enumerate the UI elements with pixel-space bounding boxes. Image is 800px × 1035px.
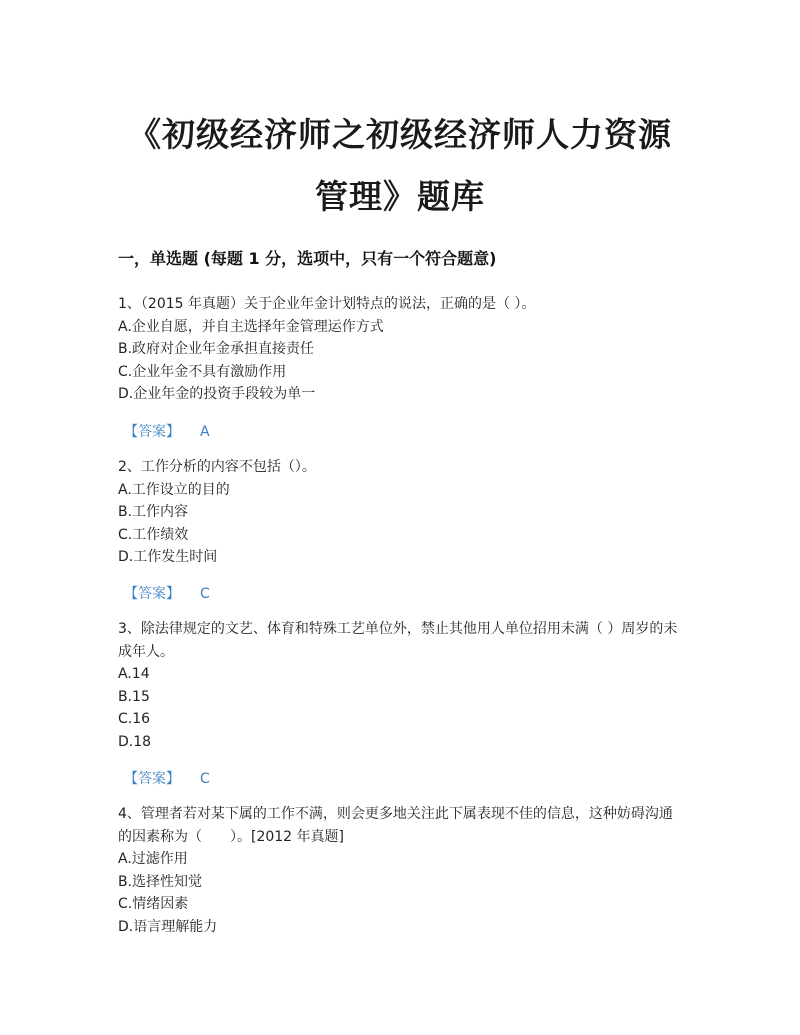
question-4 [118, 803, 684, 938]
option-b: B.政府对企业年金承担直接责任 [118, 341, 315, 357]
question-stem: 3、除法律规定的文艺、体育和特殊工艺单位外，禁止其他用人单位招用未满（ ）周岁的未成年人。 [118, 621, 678, 660]
answer-3 [124, 768, 210, 788]
option-c: C.企业年金不具有激励作用 [118, 363, 287, 380]
document-title [100, 104, 700, 228]
question-2 [118, 456, 684, 569]
answer-2 [124, 583, 210, 603]
section-heading: 一，单选题 (每题 1 分，选项中，只有一个符合题意) [118, 249, 497, 268]
answer-label: 【答案】 [124, 424, 180, 440]
question-stem: 2、工作分析的内容不包括（）。 [118, 459, 316, 475]
question-3 [118, 618, 684, 753]
answer-label: 【答案】 [124, 771, 180, 787]
option-c: C.情绪因素 [118, 896, 189, 912]
answer-label: 【答案】 [124, 586, 180, 602]
title-line-2: 管理》题库 [315, 177, 485, 216]
question-stem: 4、管理者若对某下属的工作不满，则会更多地关注此下属表现不佳的信息，这种妨碍沟通的因素称为（ ）。[2012 年真题] [118, 806, 673, 845]
option-a: A.工作设立的目的 [118, 481, 230, 498]
answer-value: C [200, 771, 210, 787]
option-b: B.选择性知觉 [118, 873, 203, 890]
option-b: B.15 [118, 688, 150, 705]
option-c: C.16 [118, 711, 151, 727]
option-a: A.过滤作用 [118, 851, 188, 867]
option-c: C.工作绩效 [118, 526, 189, 543]
option-d: D.18 [118, 733, 152, 750]
option-a: A.企业自愿，并自主选择年金管理运作方式 [118, 318, 384, 335]
question-stem: 1、（2015 年真题）关于企业年金计划特点的说法，正确的是（ ）。 [118, 296, 536, 312]
option-d: D.语言理解能力 [118, 918, 218, 935]
title-line-1: 《初级经济师之初级经济师人力资源 [128, 115, 672, 154]
option-d: D.工作发生时间 [118, 549, 218, 565]
question-1 [118, 293, 684, 406]
option-b: B.工作内容 [118, 504, 189, 520]
answer-1 [124, 421, 210, 441]
option-d: D.企业年金的投资手段较为单一 [118, 386, 316, 402]
answer-value: C [200, 586, 210, 602]
option-a: A.14 [118, 666, 150, 682]
answer-value: A [200, 424, 210, 440]
